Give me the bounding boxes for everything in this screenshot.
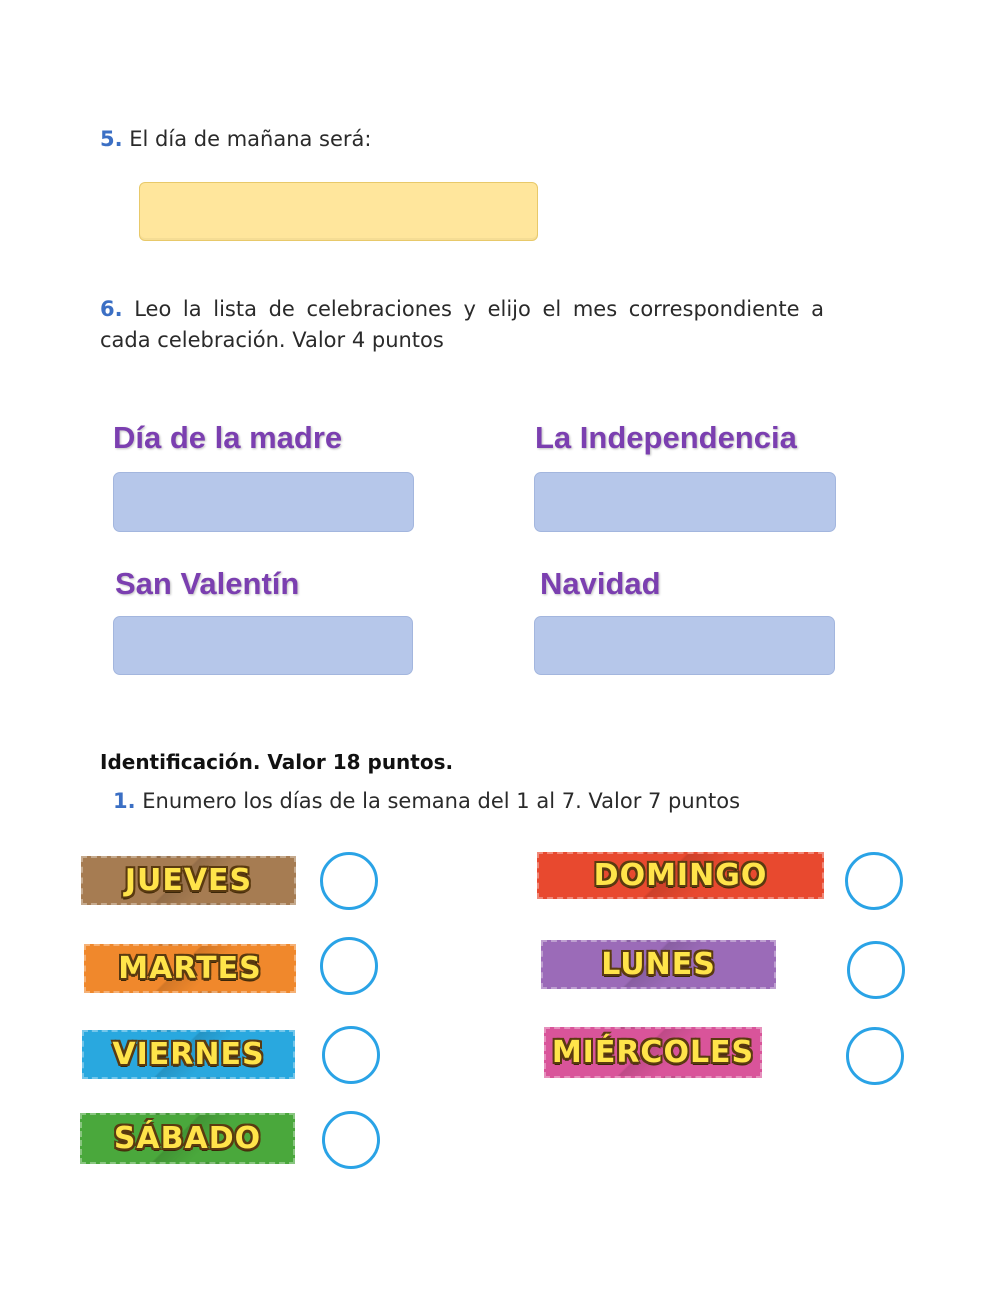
answer-circle-miercoles[interactable] [846,1027,904,1085]
day-label-martes: MARTES [84,944,296,993]
day-label-jueves: JUEVES [81,856,296,905]
answer-circle-jueves[interactable] [320,852,378,910]
question-number: 5. [100,127,123,151]
question-text-line-1: Leo la lista de celebraciones y elijo el mes correspondiente a [134,297,824,321]
answer-circle-sabado[interactable] [322,1111,380,1169]
answer-field-valentines[interactable] [113,616,413,675]
answer-circle-martes[interactable] [320,937,378,995]
answer-field-tomorrow[interactable] [139,182,538,241]
day-label-lunes: LUNES [541,940,776,989]
question-text-line-2: cada celebración. Valor 4 puntos [100,328,444,352]
question-text: Enumero los días de la semana del 1 al 7. Valor 7 puntos [142,789,741,813]
celebration-label-valentines: San Valentín [115,566,300,601]
celebration-label-christmas: Navidad [540,566,661,601]
answer-circle-viernes[interactable] [322,1026,380,1084]
celebration-label-independence: La Independencia [535,420,797,455]
question-text: El día de mañana será: [129,127,372,151]
question-number: 6. [100,297,123,321]
day-label-sabado: SÁBADO [80,1113,295,1164]
answer-circle-lunes[interactable] [847,941,905,999]
day-label-domingo: DOMINGO [537,852,824,899]
question-1 [113,786,740,817]
question-number: 1. [113,789,136,813]
answer-circle-domingo[interactable] [845,852,903,910]
day-label-miercoles: MIÉRCOLES [544,1027,762,1078]
section-title: Identificación. Valor 18 puntos. [100,750,454,774]
answer-field-christmas[interactable] [534,616,835,675]
day-label-viernes: VIERNES [82,1030,295,1079]
question-6 [100,294,824,356]
celebration-label-mothers-day: Día de la madre [113,420,343,455]
answer-field-mothers-day[interactable] [113,472,414,532]
answer-field-independence[interactable] [534,472,836,532]
question-5 [100,124,372,155]
